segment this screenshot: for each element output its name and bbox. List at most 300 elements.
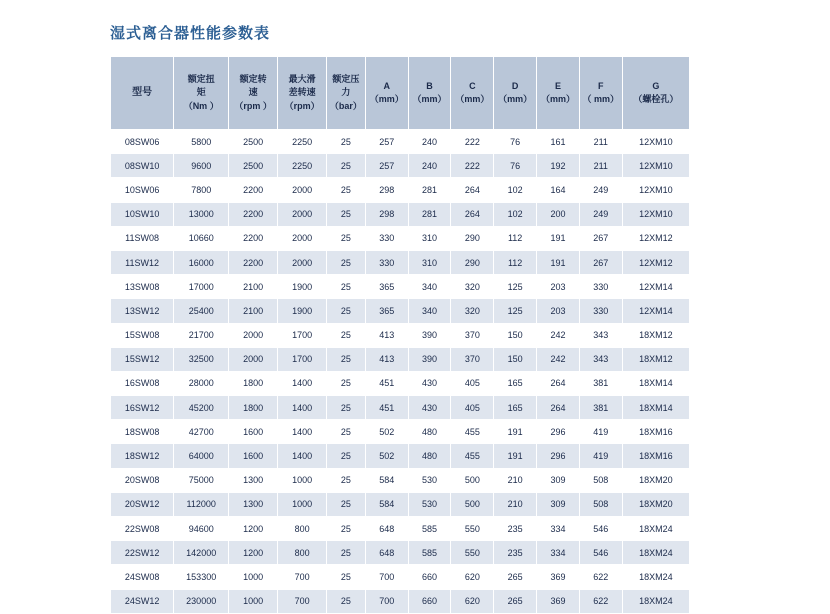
header-line-1: B [426,80,433,91]
table-cell: 142000 [174,541,229,565]
table-row [111,492,690,516]
table-cell: 455 [451,420,494,444]
table-cell: 235 [494,541,537,565]
cell-model: 08SW10 [111,154,174,178]
table-cell: 18XM12 [622,347,689,371]
table-cell: 264 [451,202,494,226]
table-cell: 28000 [174,371,229,395]
table-cell: 5800 [174,130,229,154]
table-cell: 1300 [229,492,278,516]
table-cell: 381 [579,371,622,395]
table-cell: 112 [494,226,537,250]
table-cell: 2000 [278,226,327,250]
table-cell: 64000 [174,444,229,468]
table-cell: 296 [537,420,580,444]
table-cell: 18XM24 [622,589,689,613]
table-row [111,275,690,299]
table-cell: 546 [579,517,622,541]
table-cell: 12XM14 [622,299,689,323]
table-cell: 76 [494,154,537,178]
table-cell: 500 [451,492,494,516]
table-cell: 1900 [278,299,327,323]
table-cell: 1300 [229,468,278,492]
table-cell: 1600 [229,420,278,444]
table-cell: 235 [494,517,537,541]
cell-model: 11SW12 [111,250,174,274]
table-cell: 419 [579,444,622,468]
table-cell: 9600 [174,154,229,178]
column-header-f [579,57,622,130]
table-cell: 334 [537,517,580,541]
table-cell: 264 [537,396,580,420]
cell-model: 10SW06 [111,178,174,202]
table-cell: 1200 [229,517,278,541]
table-cell: 242 [537,347,580,371]
table-cell: 25 [327,492,366,516]
table-cell: 2000 [278,202,327,226]
table-row [111,202,690,226]
table-cell: 25400 [174,299,229,323]
table-cell: 12XM12 [622,226,689,250]
table-cell: 267 [579,250,622,274]
column-header-c [451,57,494,130]
table-cell: 700 [365,589,408,613]
table-cell: 25 [327,468,366,492]
table-cell: 1400 [278,396,327,420]
header-line-1: E [554,80,561,91]
table-cell: 191 [537,250,580,274]
table-cell: 25 [327,226,366,250]
table-cell: 191 [494,420,537,444]
table-cell: 240 [408,130,451,154]
table-cell: 2250 [278,154,327,178]
table-cell: 340 [408,275,451,299]
table-row [111,589,690,613]
table-cell: 153300 [174,565,229,589]
table-row [111,250,690,274]
table-cell: 405 [451,396,494,420]
table-cell: 451 [365,396,408,420]
table-cell: 25 [327,323,366,347]
table-cell: 42700 [174,420,229,444]
header-line-2: 力 [341,87,351,98]
table-cell: 1400 [278,420,327,444]
table-cell: 320 [451,275,494,299]
table-cell: 340 [408,299,451,323]
cell-model: 18SW12 [111,444,174,468]
cell-model: 13SW08 [111,275,174,299]
table-cell: 585 [408,517,451,541]
table-cell: 370 [451,347,494,371]
cell-model: 20SW08 [111,468,174,492]
table-header [111,57,690,130]
table-row [111,226,690,250]
table-cell: 211 [579,154,622,178]
table-cell: 405 [451,371,494,395]
table-row [111,299,690,323]
table-cell: 700 [278,565,327,589]
table-cell: 2000 [278,250,327,274]
header-line-3: （mm） [540,94,575,104]
table-cell: 2200 [229,202,278,226]
table-cell: 25 [327,396,366,420]
table-cell: 1700 [278,347,327,371]
table-cell: 18XM16 [622,420,689,444]
table-cell: 281 [408,178,451,202]
table-cell: 25 [327,371,366,395]
header-line-1: F [598,80,604,91]
table-cell: 25 [327,250,366,274]
table-cell: 480 [408,420,451,444]
table-cell: 94600 [174,517,229,541]
header-line-1: 型号 [132,86,153,98]
cell-model: 08SW06 [111,130,174,154]
table-cell: 480 [408,444,451,468]
table-cell: 242 [537,323,580,347]
table-row [111,468,690,492]
table-cell: 2000 [229,347,278,371]
table-cell: 390 [408,323,451,347]
table-cell: 430 [408,396,451,420]
table-cell: 800 [278,541,327,565]
header-line-3: （rpm ） [234,100,272,111]
table-row [111,565,690,589]
table-cell: 1000 [229,565,278,589]
table-cell: 1600 [229,444,278,468]
cell-model: 24SW12 [111,589,174,613]
table-cell: 203 [537,275,580,299]
cell-model: 18SW08 [111,420,174,444]
table-cell: 343 [579,347,622,371]
table-row [111,517,690,541]
table-cell: 210 [494,492,537,516]
cell-model: 16SW12 [111,396,174,420]
table-cell: 257 [365,154,408,178]
table-cell: 25 [327,154,366,178]
table-cell: 508 [579,492,622,516]
column-header-rated-pressure [327,57,366,130]
table-cell: 76 [494,130,537,154]
header-line-3: （mm） [455,94,490,104]
table-cell: 334 [537,541,580,565]
page-title: 湿式离合器性能参数表 [110,25,271,42]
table-row [111,371,690,395]
table-cell: 45200 [174,396,229,420]
table-cell: 660 [408,565,451,589]
header-line-1: 额定压 [332,74,360,85]
table-cell: 1800 [229,396,278,420]
table-cell: 310 [408,226,451,250]
table-cell: 230000 [174,589,229,613]
header-line-2: 差转速 [288,87,316,98]
table-cell: 620 [451,589,494,613]
table-cell: 112000 [174,492,229,516]
column-header-a [365,57,408,130]
table-cell: 18XM24 [622,565,689,589]
table-cell: 413 [365,347,408,371]
header-line-3: （Nm ） [183,100,219,111]
table-cell: 222 [451,130,494,154]
table-cell: 10660 [174,226,229,250]
table-cell: 1400 [278,444,327,468]
table-cell: 25 [327,299,366,323]
cell-model: 24SW08 [111,565,174,589]
cell-model: 11SW08 [111,226,174,250]
table-cell: 12XM12 [622,250,689,274]
table-cell: 320 [451,299,494,323]
table-cell: 343 [579,323,622,347]
cell-model: 10SW10 [111,202,174,226]
cell-model: 22SW08 [111,517,174,541]
table-cell: 530 [408,492,451,516]
header-line-3: （mm） [412,94,447,104]
table-cell: 309 [537,468,580,492]
cell-model: 13SW12 [111,299,174,323]
table-cell: 18XM20 [622,468,689,492]
cell-model: 20SW12 [111,492,174,516]
table-cell: 112 [494,250,537,274]
table-cell: 2200 [229,178,278,202]
table-cell: 290 [451,250,494,274]
table-cell: 365 [365,299,408,323]
table-row [111,420,690,444]
table-cell: 330 [365,250,408,274]
table-cell: 502 [365,444,408,468]
table-cell: 500 [451,468,494,492]
table-cell: 18XM14 [622,371,689,395]
table-cell: 1800 [229,371,278,395]
table-row [111,396,690,420]
table-cell: 648 [365,517,408,541]
table-cell: 203 [537,299,580,323]
header-line-3: （ mm） [582,94,620,104]
table-cell: 75000 [174,468,229,492]
table-cell: 508 [579,468,622,492]
table-cell: 455 [451,444,494,468]
table-cell: 21700 [174,323,229,347]
table-cell: 2100 [229,299,278,323]
table-cell: 365 [365,275,408,299]
header-line-1: G [652,80,660,91]
table-cell: 25 [327,541,366,565]
table-cell: 2200 [229,250,278,274]
table-cell: 165 [494,396,537,420]
table-cell: 290 [451,226,494,250]
table-cell: 25 [327,130,366,154]
table-cell: 2250 [278,130,327,154]
table-cell: 1000 [229,589,278,613]
column-header-max-slip-speed [278,57,327,130]
table-cell: 390 [408,347,451,371]
table-body [111,130,690,614]
table-cell: 550 [451,517,494,541]
table-cell: 257 [365,130,408,154]
table-cell: 430 [408,371,451,395]
column-header-rated-speed [229,57,278,130]
header-line-3: （bar） [329,100,362,111]
table-row [111,541,690,565]
table-cell: 18XM20 [622,492,689,516]
table-cell: 451 [365,371,408,395]
table-cell: 330 [579,275,622,299]
table-cell: 25 [327,202,366,226]
table-row [111,323,690,347]
table-cell: 1700 [278,323,327,347]
table-cell: 264 [451,178,494,202]
table-cell: 2200 [229,226,278,250]
table-cell: 1000 [278,492,327,516]
table-cell: 330 [365,226,408,250]
header-line-3: （mm） [498,94,533,104]
column-header-rated-torque [174,57,229,130]
table-cell: 25 [327,275,366,299]
table-cell: 25 [327,178,366,202]
table-cell: 2000 [229,323,278,347]
column-header-d [494,57,537,130]
table-cell: 370 [451,323,494,347]
cell-model: 22SW12 [111,541,174,565]
cell-model: 15SW08 [111,323,174,347]
table-cell: 584 [365,492,408,516]
table-cell: 150 [494,347,537,371]
table-row [111,347,690,371]
table-cell: 200 [537,202,580,226]
header-line-1: A [383,80,390,91]
table-cell: 18XM24 [622,541,689,565]
table-cell: 12XM14 [622,275,689,299]
table-cell: 2000 [278,178,327,202]
table-cell: 330 [579,299,622,323]
cell-model: 16SW08 [111,371,174,395]
table-cell: 381 [579,396,622,420]
table-cell: 281 [408,202,451,226]
column-header-model [111,57,174,130]
table-cell: 249 [579,202,622,226]
table-cell: 18XM24 [622,517,689,541]
table-cell: 419 [579,420,622,444]
table-cell: 2500 [229,130,278,154]
table-cell: 12XM10 [622,178,689,202]
table-cell: 265 [494,565,537,589]
table-cell: 125 [494,275,537,299]
table-cell: 2100 [229,275,278,299]
table-cell: 16000 [174,250,229,274]
table-row [111,444,690,468]
table-cell: 25 [327,589,366,613]
table-cell: 648 [365,541,408,565]
table-cell: 585 [408,541,451,565]
header-line-2: 速 [248,87,258,98]
table-cell: 550 [451,541,494,565]
table-cell: 310 [408,250,451,274]
header-line-2: 矩 [196,87,206,98]
table-cell: 264 [537,371,580,395]
table-cell: 102 [494,202,537,226]
table-cell: 210 [494,468,537,492]
table-cell: 700 [365,565,408,589]
table-cell: 298 [365,178,408,202]
table-cell: 267 [579,226,622,250]
spec-table [110,56,690,614]
table-cell: 622 [579,565,622,589]
table-cell: 1200 [229,541,278,565]
table-cell: 502 [365,420,408,444]
table-cell: 1400 [278,371,327,395]
table-row [111,154,690,178]
column-header-g [622,57,689,130]
table-cell: 240 [408,154,451,178]
table-cell: 584 [365,468,408,492]
header-line-3: （rpm） [284,100,320,111]
table-cell: 622 [579,589,622,613]
table-cell: 25 [327,444,366,468]
table-cell: 800 [278,517,327,541]
table-cell: 18XM14 [622,396,689,420]
header-line-1: C [469,80,476,91]
table-cell: 660 [408,589,451,613]
table-cell: 369 [537,589,580,613]
table-cell: 191 [537,226,580,250]
header-line-3: （mm） [369,94,404,104]
table-cell: 620 [451,565,494,589]
table-cell: 12XM10 [622,202,689,226]
table-cell: 161 [537,130,580,154]
table-cell: 309 [537,492,580,516]
table-cell: 249 [579,178,622,202]
table-cell: 530 [408,468,451,492]
table-cell: 296 [537,444,580,468]
column-header-e [537,57,580,130]
header-line-3: （螺栓孔） [633,94,679,104]
header-line-1: D [511,80,519,91]
table-cell: 13000 [174,202,229,226]
table-cell: 2500 [229,154,278,178]
table-cell: 1900 [278,275,327,299]
cell-model: 15SW12 [111,347,174,371]
table-cell: 700 [278,589,327,613]
table-cell: 191 [494,444,537,468]
table-cell: 192 [537,154,580,178]
table-cell: 222 [451,154,494,178]
table-cell: 25 [327,420,366,444]
table-cell: 150 [494,323,537,347]
table-cell: 25 [327,517,366,541]
table-cell: 1000 [278,468,327,492]
table-cell: 164 [537,178,580,202]
table-cell: 413 [365,323,408,347]
table-cell: 17000 [174,275,229,299]
table-cell: 7800 [174,178,229,202]
table-cell: 165 [494,371,537,395]
header-line-1: 最大滑 [288,74,316,85]
table-cell: 18XM16 [622,444,689,468]
table-cell: 12XM10 [622,130,689,154]
table-cell: 25 [327,565,366,589]
header-line-1: 额定转 [239,74,267,85]
table-cell: 298 [365,202,408,226]
header-row [111,57,690,130]
table-cell: 102 [494,178,537,202]
table-cell: 12XM10 [622,154,689,178]
table-cell: 211 [579,130,622,154]
table-cell: 18XM12 [622,323,689,347]
table-cell: 369 [537,565,580,589]
table-cell: 32500 [174,347,229,371]
table-cell: 265 [494,589,537,613]
header-line-1: 额定扭 [187,74,215,85]
table-row [111,130,690,154]
spec-table-container [110,56,690,614]
